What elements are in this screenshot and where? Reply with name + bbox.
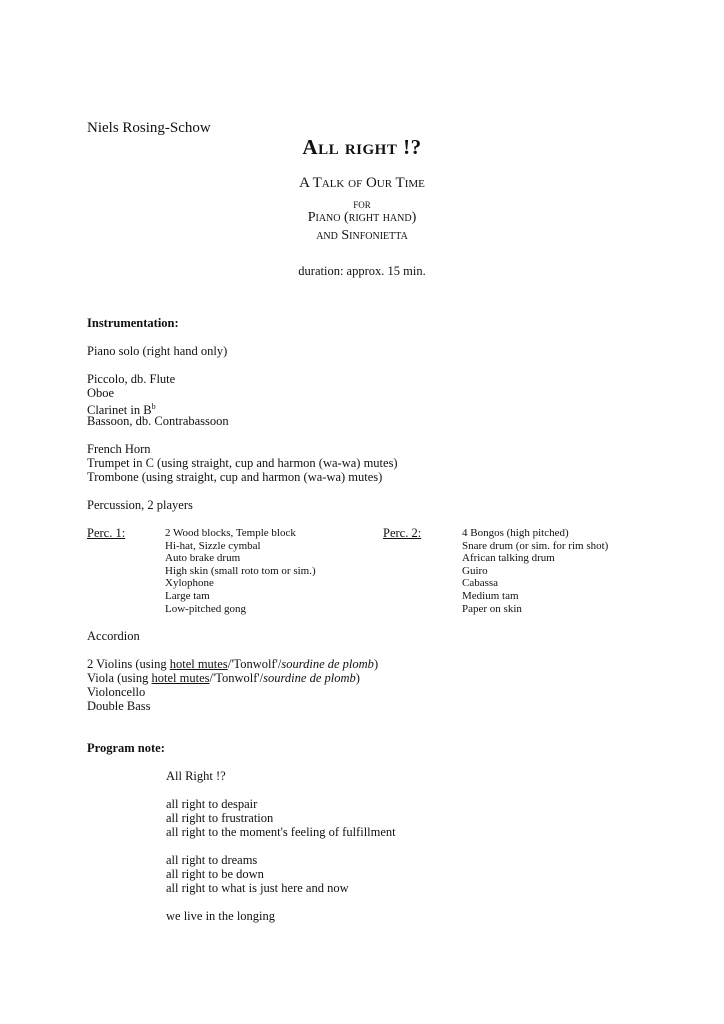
perc1-label: Perc. 1:: [87, 526, 126, 540]
poem-line: all right to the moment's feeling of fulfillment: [166, 825, 396, 839]
composer-name: Niels Rosing-Schow: [87, 120, 211, 136]
percussion-summary: Percussion, 2 players: [87, 498, 193, 512]
piece-title: All right !?: [302, 135, 422, 159]
poem-line: we live in the longing: [166, 909, 276, 923]
perc1-item: Large tam: [165, 589, 210, 602]
perc1-item: High skin (small roto tom or sim.): [165, 564, 316, 577]
perc1-item: Xylophone: [165, 577, 214, 590]
tonwolf-text: /'Tonwolf'/: [227, 657, 282, 671]
poem-stanza-1: [166, 797, 396, 839]
violins-close: ): [373, 657, 379, 671]
woodwind-4: Bassoon, db. Contrabassoon: [87, 414, 229, 428]
program-note-heading: Program note:: [87, 741, 165, 755]
piano-solo: Piano solo (right hand only): [87, 344, 228, 358]
clarinet-flat: b: [151, 402, 156, 411]
brass-1: French Horn: [87, 442, 151, 456]
poem-line: all right to what is just here and now: [166, 881, 349, 895]
perc2-item: Guiro: [462, 564, 488, 577]
hotel-mutes-link: hotel mutes: [151, 671, 210, 685]
perc2-label: Perc. 2:: [383, 526, 422, 540]
perc2-item: Medium tam: [462, 589, 519, 602]
woodwind-1: Piccolo, db. Flute: [87, 372, 176, 386]
perc2-item: Cabassa: [462, 577, 499, 590]
duration: duration: approx. 15 min.: [298, 264, 426, 278]
perc2-item: African talking drum: [462, 552, 555, 565]
perc1-item: 2 Wood blocks, Temple block: [165, 527, 296, 539]
violins-line: [87, 657, 378, 671]
sourdine-text: sourdine de plomb: [281, 657, 374, 671]
viola-prefix: Viola (using: [87, 671, 152, 685]
accordion: Accordion: [87, 629, 140, 643]
perc1-item: Auto brake drum: [165, 552, 241, 565]
perc2-list: [462, 527, 608, 615]
poem-stanza-2: [166, 853, 349, 895]
violins-prefix: 2 Violins (using: [87, 657, 170, 671]
piece-subtitle: A Talk of Our Time: [299, 175, 425, 191]
perc2-item: Snare drum (or sim. for rim shot): [462, 539, 609, 552]
cello-line: Violoncello: [87, 685, 146, 699]
sourdine-text: sourdine de plomb: [263, 671, 356, 685]
viola-line: [87, 671, 360, 685]
perc2-item: 4 Bongos (high pitched): [462, 527, 569, 539]
poem-stanza-3: [166, 909, 275, 923]
viola-close: ): [355, 671, 360, 685]
poem-line: all right to frustration: [166, 811, 274, 825]
piano-line: Piano (right hand): [307, 210, 417, 225]
woodwind-2: Oboe: [87, 386, 115, 400]
instrumentation-heading: Instrumentation:: [87, 316, 179, 330]
perc1-item: Hi-hat, Sizzle cymbal: [165, 539, 261, 552]
bass-line: Double Bass: [87, 699, 151, 713]
sinfonietta-line: and Sinfonietta: [316, 228, 408, 243]
perc2-item: Paper on skin: [462, 602, 522, 615]
hotel-mutes-link: hotel mutes: [169, 657, 228, 671]
clarinet-text: Clarinet in B: [87, 403, 152, 418]
brass-2: Trumpet in C (using straight, cup and harmon (wa-wa) mutes): [87, 456, 398, 470]
perc1-list: [165, 527, 316, 615]
poem-title: All Right !?: [166, 769, 226, 783]
poem-line: all right to be down: [166, 867, 264, 881]
poem-line: all right to dreams: [166, 853, 258, 867]
tonwolf-text: /'Tonwolf'/: [209, 671, 264, 685]
brass-3: Trombone (using straight, cup and harmon (wa-wa) mutes): [87, 470, 383, 484]
for-word: for: [353, 196, 371, 211]
poem-line: all right to despair: [166, 797, 258, 811]
perc1-item: Low-pitched gong: [165, 602, 246, 615]
